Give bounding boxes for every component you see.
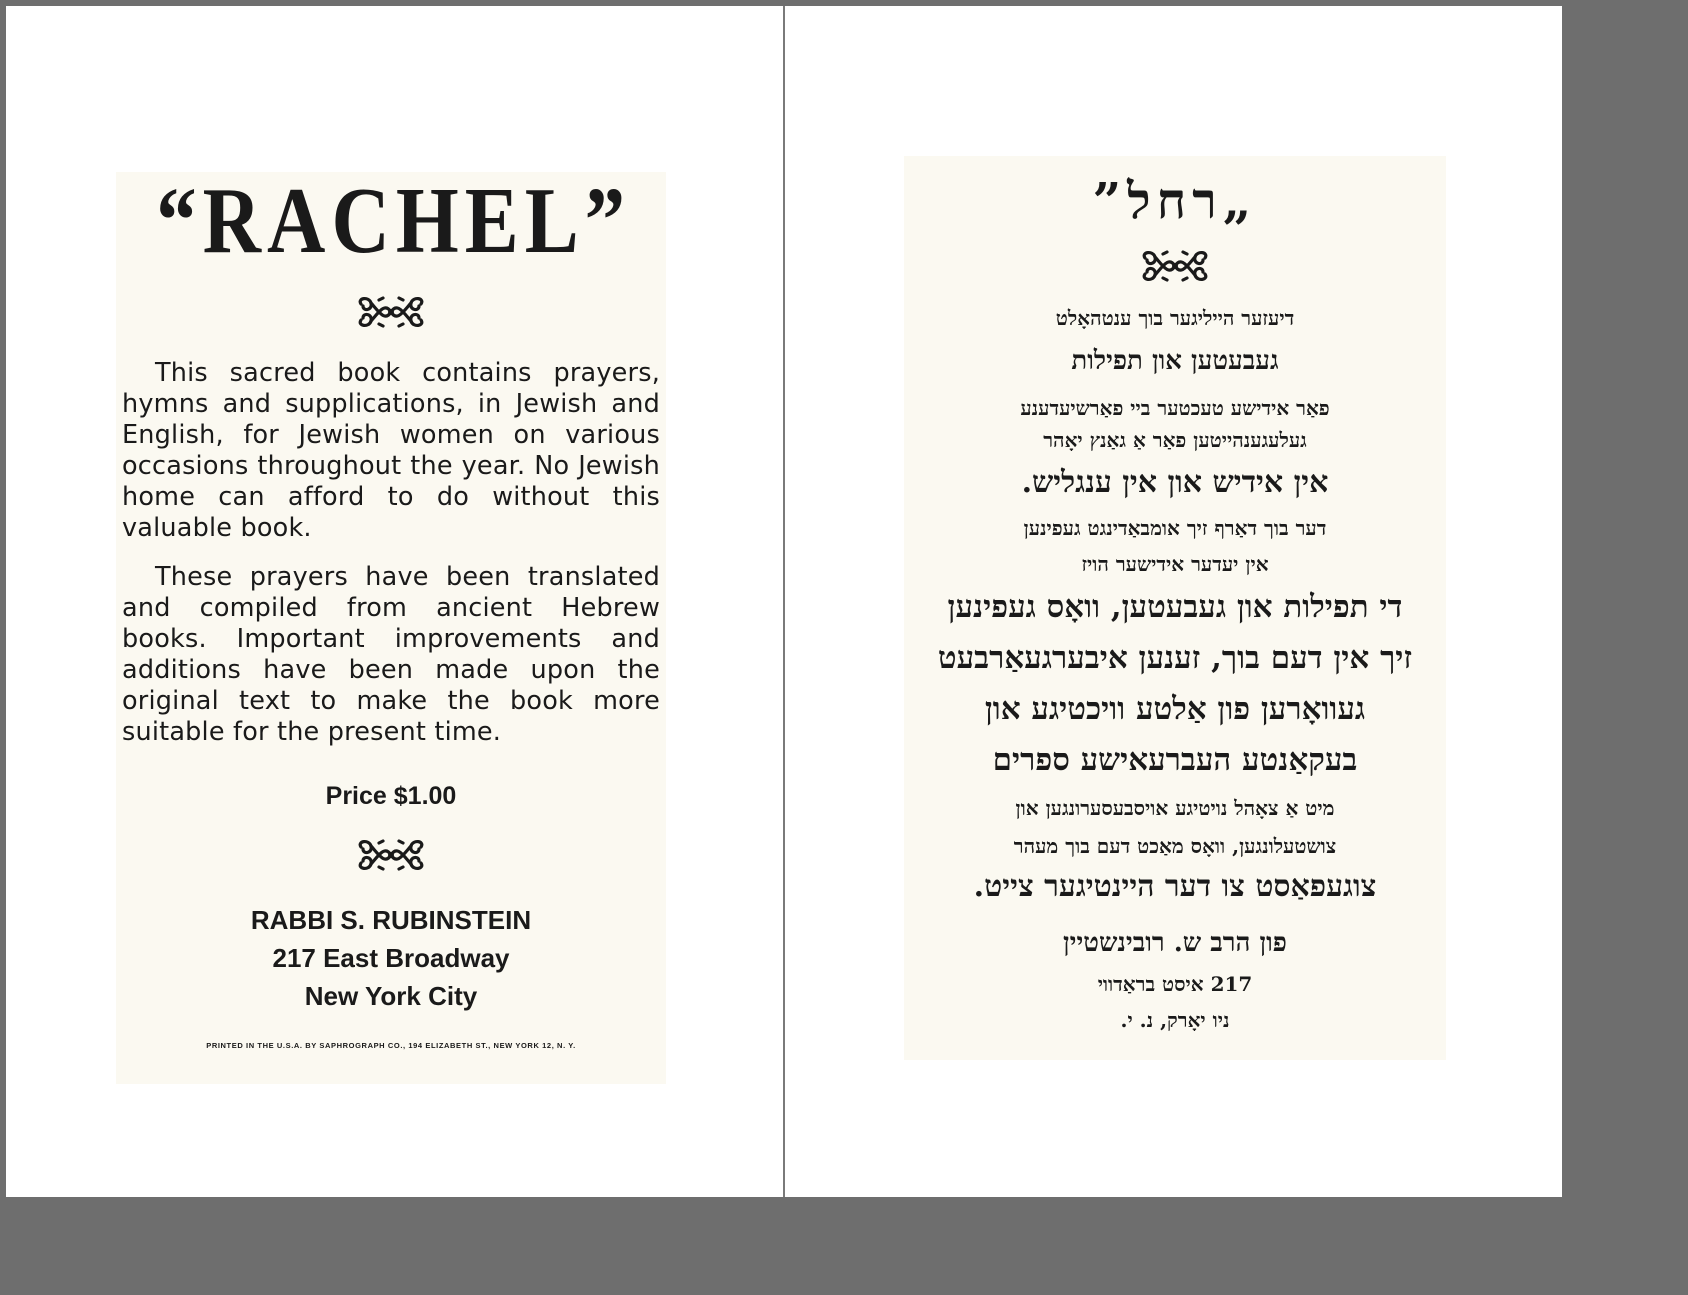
yiddish-line: צוגעפאַסט צו דער היינטיגער צייט. — [973, 869, 1377, 904]
yiddish-title-page — [904, 156, 1446, 1060]
yiddish-publisher-street: 217 איסט בראַדווי — [1097, 972, 1253, 996]
yiddish-line: צושטעלונגען, וואָס מאַכט דעם בוך מעהר — [1013, 834, 1337, 858]
yiddish-publisher-name: פון הרב ש. רובינשטיין — [1063, 928, 1287, 958]
translation-paragraph: These prayers have been translated and compiled from ancient Hebrew books. Important improvements and additions have been made upon the original text to make the book more suitable for the present time. — [122, 562, 660, 747]
yiddish-publisher-city: ניו יאָרק, נ. י. — [1120, 1008, 1230, 1032]
publisher-city: New York City — [304, 981, 478, 1011]
book-spread — [6, 6, 1562, 1197]
yiddish-page-title: „רחל” — [1092, 171, 1258, 230]
yiddish-line: אין יעדער אידישער הויז — [1081, 552, 1269, 576]
yiddish-line: די תפילות און געבעטען, וואָס געפינען — [947, 589, 1403, 625]
description-paragraph: This sacred book contains prayers, hymns and supplications, in Jewish and English, for Jewish women on various occasions throughout the year. No Jewish home can afford to do without this valuable book. — [122, 358, 660, 543]
yiddish-line: געבעטען און תפילות — [1071, 346, 1279, 376]
price-label: Price $1.00 — [325, 782, 457, 810]
yiddish-line: דיעזער הייליגער בוך ענטהאָלט — [1055, 306, 1295, 330]
ornament-icon — [355, 837, 427, 873]
yiddish-line: אין אידיש און אין ענגליש. — [1021, 465, 1329, 500]
yiddish-line: מיט אַ צאָהל נויטיגע אויסבעסערונגען און — [1015, 796, 1335, 820]
page-gutter — [783, 6, 785, 1197]
yiddish-line: געלעגענהייטען פאַר אַ גאַנץ יאָהר — [1043, 428, 1307, 452]
publisher-street: 217 East Broadway — [272, 943, 510, 973]
english-title-page — [116, 169, 666, 1084]
publisher-name: RABBI S. RUBINSTEIN — [250, 905, 532, 935]
yiddish-line: בעקאַנטע העברעאישע ספרים — [992, 742, 1358, 778]
printer-imprint: PRINTED IN THE U.S.A. BY SAPHROGRAPH CO., 194 ELIZABETH ST., NEW YORK 12, N. Y. — [206, 1041, 576, 1050]
yiddish-line: פאַר אידישע טעכטער ביי פאַרשיעדענע — [1020, 396, 1330, 420]
yiddish-line: געוואָרען פון אַלטע וויכטיגע און — [984, 691, 1366, 727]
page-title: “RACHEL” — [156, 169, 632, 273]
yiddish-line: זיך אין דעם בוך, זענען איבערגעאַרבעט — [937, 640, 1413, 676]
ornament-icon — [355, 294, 427, 330]
yiddish-line: דער בוך דאַרף זיך אומבאַדינגט געפינען — [1023, 516, 1327, 540]
ornament-icon — [1139, 248, 1211, 284]
publisher-block — [118, 901, 664, 1015]
